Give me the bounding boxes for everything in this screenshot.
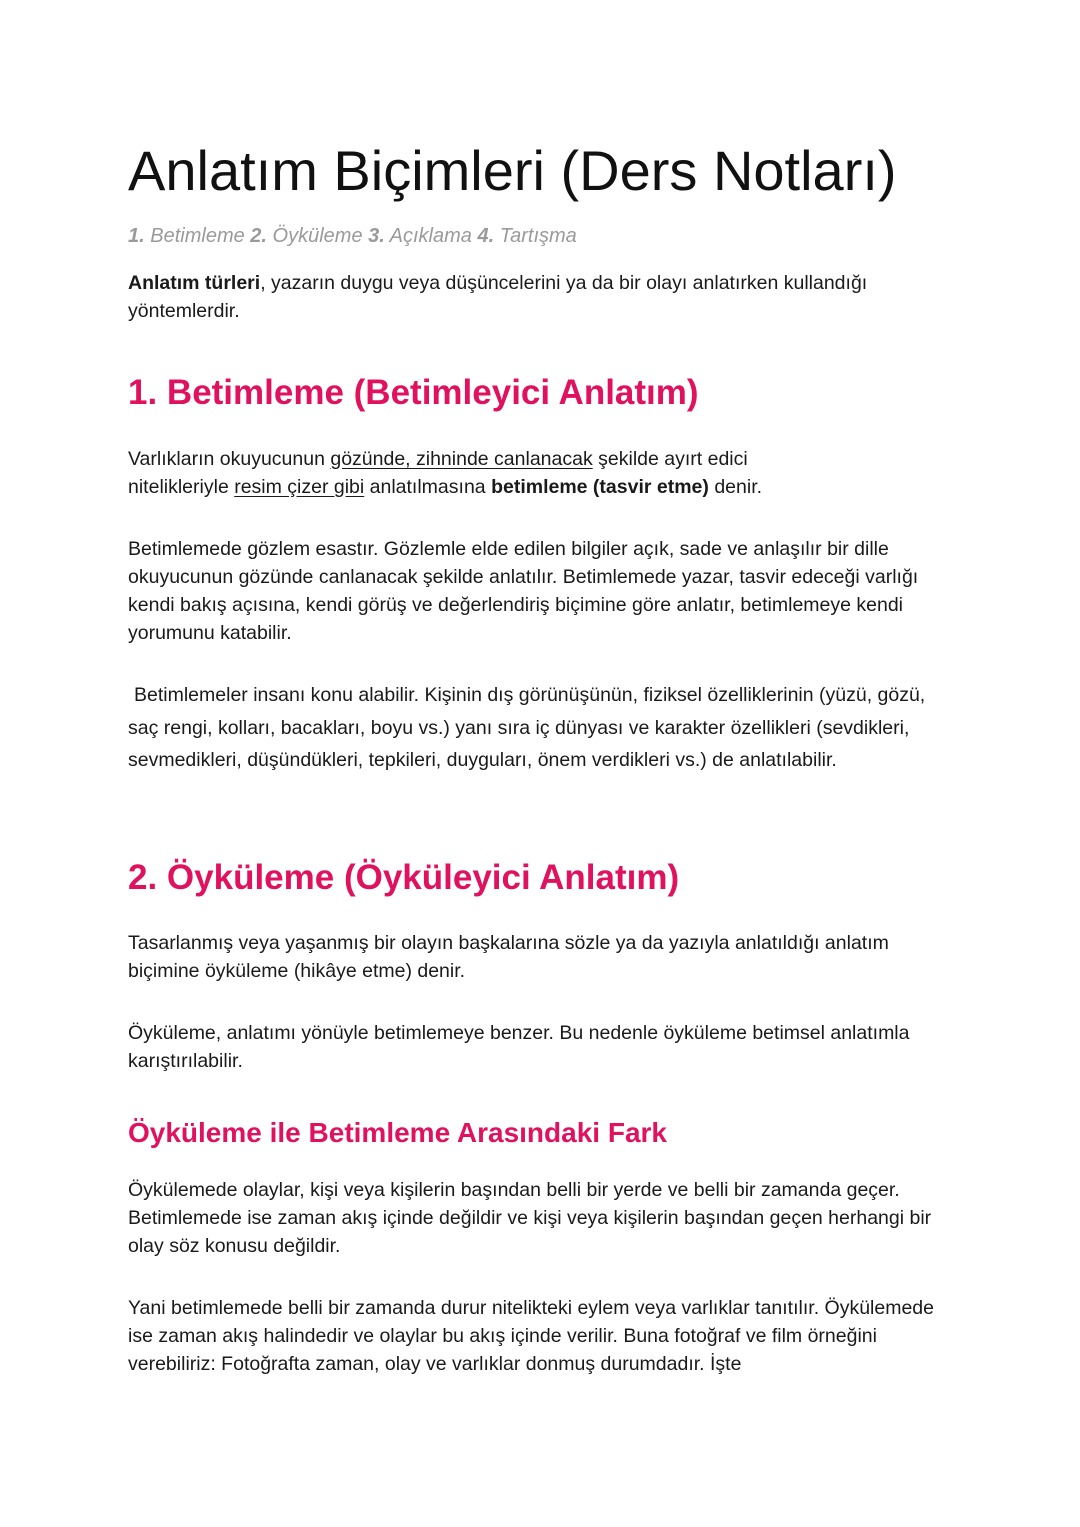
fark-paragraph-1: Öykülemede olaylar, kişi veya kişilerin başından belli bir yerde ve belli bir zamanda geçer. Betimlemede ise zaman akış içinde değildir ve kişi veya kişilerin başından geçen herhangi bir olay söz konusu değildir. bbox=[128, 1179, 932, 1257]
betimleme-paragraph-3: Betimlemeler insanı konu alabilir. Kişinin dış görünüşünün, fiziksel özelliklerinin (yüzü, gözü, saç rengi, kolları, bacakları, boyu vs.) yanı sıra iç dünyası ve karakter özellikleri (sevdikleri, sevmedikleri, düşündükleri, tepkileri, duyguları, önem verdikleri vs.) de anlatılabilir. bbox=[128, 684, 926, 771]
betimleme-definition: Varlıkların okuyucunun gözünde, zihninde canlanacak şekilde ayırt edici nitelikleriyle resim çizer gibi anlatılmasına betimleme (tasvir etme) denir. bbox=[128, 448, 763, 498]
betimleme-paragraph-2: Betimlemede gözlem esastır. Gözlemle elde edilen bilgiler açık, sade ve anlaşılır bir dille okuyucunun gözünde canlanacak şekilde anlatılır. Betimlemede yazar, tasvir edeceği varlığı kendi bakış açısına, kendi görüş ve değerlendiriş biçimine göre anlatır, betimlemeye kendi yorumunu katabilir. bbox=[128, 538, 919, 644]
toc-item-2: 2. Öyküleme bbox=[250, 225, 363, 247]
intro-paragraph: Anlatım türleri, yazarın duygu veya düşüncelerini ya da bir olayı anlatırken kullandığı yöntemlerdir. bbox=[128, 272, 868, 322]
toc-item-4: 4. Tartışma bbox=[477, 225, 577, 247]
section-heading-oykuleme: 2. Öyküleme (Öyküleyici Anlatım) bbox=[128, 858, 680, 897]
section-heading-betimleme: 1. Betimleme (Betimleyici Anlatım) bbox=[128, 373, 699, 412]
page-title: Anlatım Biçimleri (Ders Notları) bbox=[128, 139, 897, 202]
toc-item-3: 3. Açıklama bbox=[368, 225, 472, 247]
subsection-heading-fark: Öyküleme ile Betimleme Arasındaki Fark bbox=[128, 1117, 667, 1148]
table-of-contents bbox=[128, 222, 958, 250]
fark-paragraph-2: Yani betimlemede belli bir zamanda durur nitelikteki eylem veya varlıklar tanıtılır. Öykülemede ise zaman akış halindedir ve olaylar bu akış içinde verilir. Buna fotoğraf ve film örneğini verebiliriz: Fotoğrafta zaman, olay ve varlıklar donmuş durumdadır. İşte bbox=[128, 1297, 934, 1375]
oykuleme-paragraph-2: Öyküleme, anlatımı yönüyle betimlemeye benzer. Bu nedenle öyküleme betimsel anlatımla karıştırılabilir. bbox=[128, 1022, 910, 1072]
oykuleme-definition: Tasarlanmış veya yaşanmış bir olayın başkalarına sözle ya da yazıyla anlatıldığı anlatım biçimine öyküleme (hikâye etme) denir. bbox=[128, 932, 889, 982]
toc-item-1: 1. Betimleme bbox=[128, 225, 245, 247]
